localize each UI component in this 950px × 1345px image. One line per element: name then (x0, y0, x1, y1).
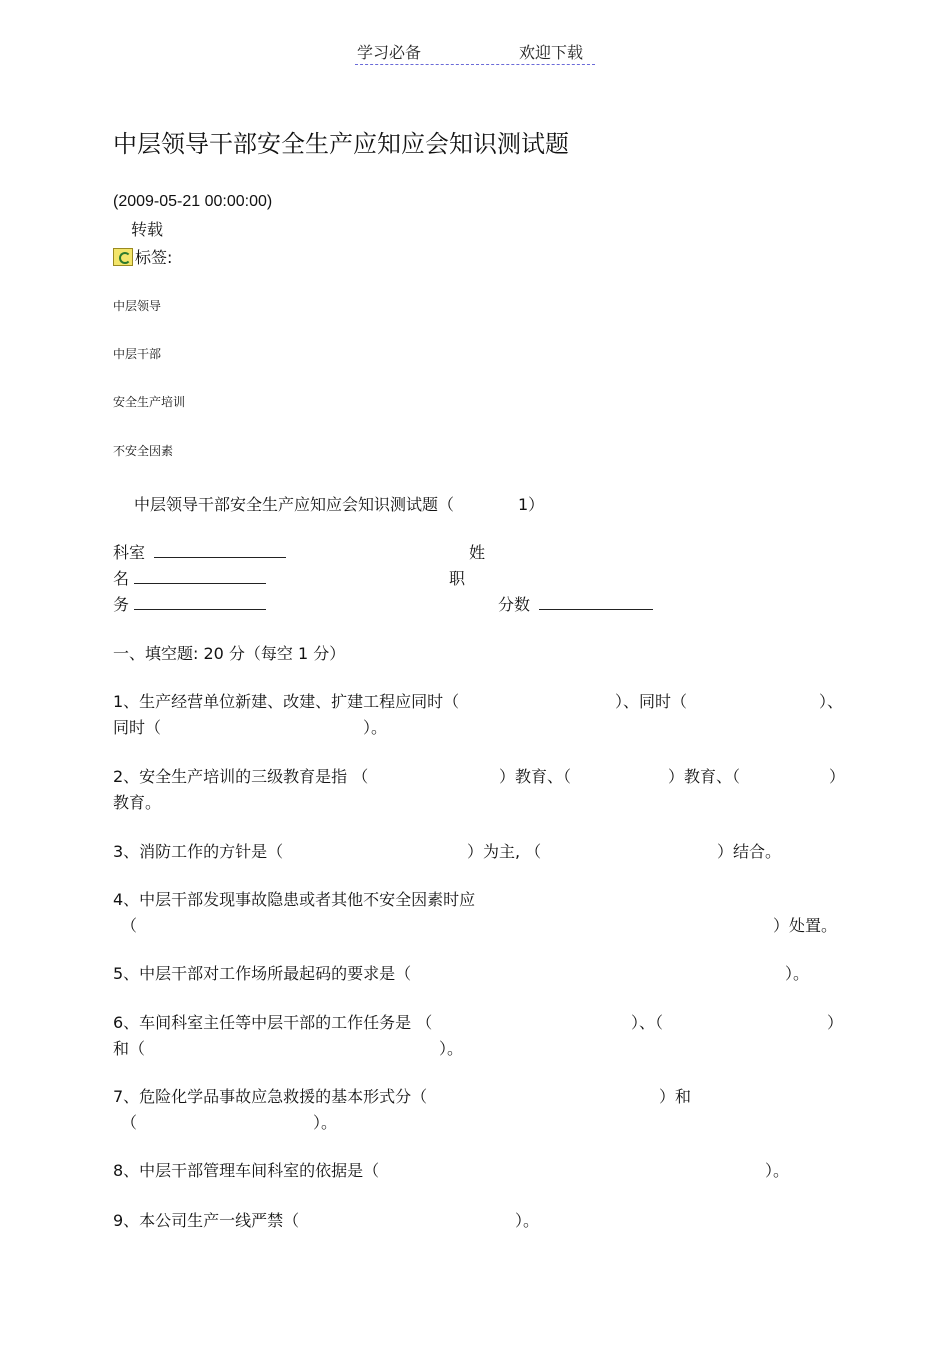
tag-link[interactable]: 中层领导 (113, 299, 162, 313)
subtitle-number: 1） (518, 495, 545, 514)
q6-text: ） (827, 1013, 844, 1032)
question-6-line2 (113, 1036, 513, 1056)
q7-text: （ (121, 1113, 138, 1132)
question-5 (113, 961, 833, 981)
tag-link[interactable]: 安全生产培训 (113, 395, 186, 409)
q9-text: 9、本公司生产一线严禁（ (113, 1211, 300, 1230)
q1-text: ）、同时（ (615, 692, 688, 711)
q3-text: ）为主, （ (467, 842, 542, 861)
title-label-a: 职 (449, 569, 466, 588)
dept-label: 科室 (113, 543, 146, 562)
q3-text: ）结合。 (717, 842, 782, 861)
subtitle-text: 中层领导干部安全生产应知应会知识测试题（ (134, 495, 455, 514)
header-right: 欢迎下载 (519, 43, 584, 62)
score-blank[interactable] (539, 595, 653, 610)
q7-text: ）和 (659, 1087, 692, 1106)
section-heading: 一、填空题: 20 分（每空 1 分） (113, 644, 346, 663)
q8-text: 8、中层干部管理车间科室的依据是（ (113, 1161, 380, 1180)
question-4-line2 (113, 913, 843, 933)
tag-link[interactable]: 不安全因素 (113, 444, 174, 458)
header-left: 学习必备 (357, 43, 422, 62)
dept-blank[interactable] (154, 543, 286, 558)
score-label: 分数 (498, 595, 531, 614)
q1-text: 同时（ (113, 718, 162, 737)
q6-text: 6、车间科室主任等中层干部的工作任务是 （ (113, 1013, 433, 1032)
q9-text: ）。 (515, 1211, 540, 1230)
q1-text: 1、生产经营单位新建、改建、扩建工程应同时（ (113, 692, 460, 711)
q6-text: ）。 (439, 1039, 464, 1058)
tag-icon (113, 248, 133, 266)
q3-text: 3、消防工作的方针是（ (113, 842, 284, 861)
name-label-a: 姓 (469, 543, 486, 562)
question-1-line2 (113, 715, 413, 735)
name-field (113, 566, 266, 589)
question-2 (113, 764, 846, 786)
q4-text: ）处置。 (773, 916, 838, 935)
dept-field (113, 540, 286, 563)
q5-text: ）。 (785, 964, 810, 983)
question-7-line2 (113, 1110, 413, 1130)
name-blank[interactable] (134, 569, 266, 584)
doc-title: 中层领导干部安全生产应知应会知识测试题 (113, 130, 569, 158)
q6-text: ）、（ (631, 1013, 664, 1032)
question-3 (113, 839, 813, 859)
q2-text: ）教育、（ (668, 767, 741, 786)
title-field (113, 592, 266, 615)
question-1 (113, 689, 843, 709)
question-8 (113, 1158, 813, 1178)
q7-text: 7、危险化学品事故应急救援的基本形式分（ (113, 1087, 428, 1106)
question-6 (113, 1010, 843, 1030)
question-7 (113, 1084, 733, 1104)
q2-text: 2、安全生产培训的三级教育是指 （ (113, 767, 369, 786)
tag-link[interactable]: 中层干部 (113, 347, 162, 361)
tags-label: 标签: (135, 248, 173, 267)
page-header (357, 40, 584, 63)
q1-text: ）。 (363, 718, 388, 737)
q1-text: ）、 (819, 692, 844, 711)
q4-text: （ (121, 916, 138, 935)
question-2-line2: 教育。 (113, 793, 162, 812)
q2-text: ）教育、（ (499, 767, 572, 786)
post-date: (2009-05-21 00:00:00) (113, 193, 273, 210)
name-label-b: 名 (113, 569, 130, 588)
tags-header (113, 245, 172, 268)
question-9 (113, 1208, 573, 1228)
q6-text: 和（ (113, 1039, 146, 1058)
header-rule (355, 64, 595, 65)
q8-text: ）。 (765, 1161, 790, 1180)
q5-text: 5、中层干部对工作场所最起码的要求是（ (113, 964, 412, 983)
title-blank[interactable] (134, 595, 266, 610)
quiz-subtitle (134, 492, 545, 515)
q2-text: ） (829, 767, 846, 786)
question-4: 4、中层干部发现事故隐患或者其他不安全因素时应 (113, 890, 476, 909)
score-field (498, 592, 653, 615)
q7-text: ）。 (313, 1113, 338, 1132)
repost-label: 转载 (131, 220, 164, 239)
title-label-b: 务 (113, 595, 130, 614)
